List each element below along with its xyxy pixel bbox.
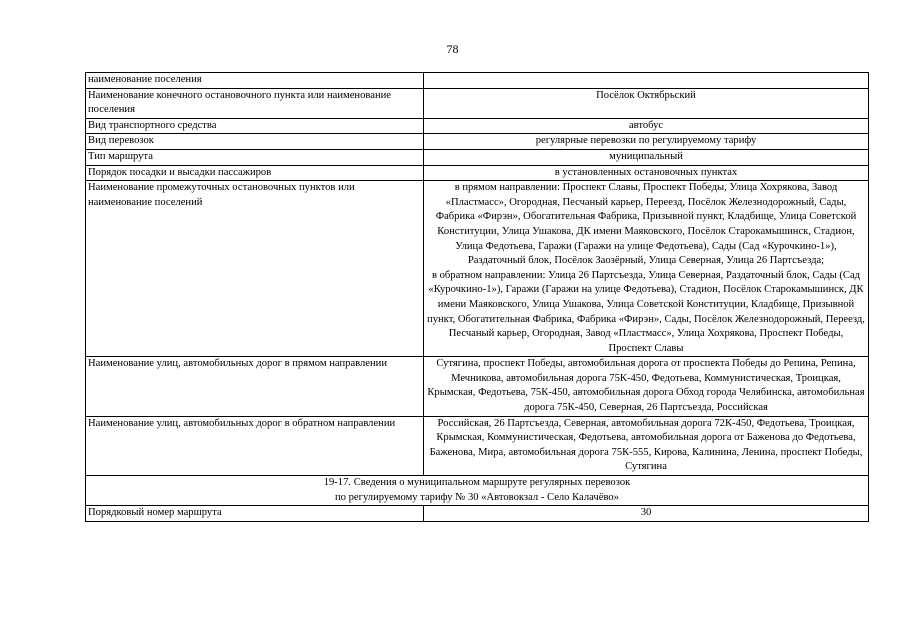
table-row — [86, 165, 869, 181]
row-label: Наименование конечного остановочного пункта или наименование поселения — [86, 88, 424, 118]
table-row — [86, 149, 869, 165]
row-value: Сутягина, проспект Победы, автомобильная дорога от проспекта Победы до Репина, Репина, Мечникова, автомобильная дорога 75К-450, Федотьева, Коммунистическая, Троицкая, Крымская, Федотьева, 75К-450, автомобильная дорога Обход города Челябинска, автомобильная дорога 75К-450, Северная, 26 Партсъезда, Российская — [424, 357, 869, 416]
section-title-line1: 19-17. Сведения о муниципальном маршруте регулярных перевозок — [323, 477, 631, 489]
row-label: Наименование промежуточных остановочных пунктов или наименование поселений — [86, 181, 424, 357]
row-value: Посёлок Октябрьский — [424, 88, 869, 118]
row-value — [424, 73, 869, 89]
table-row — [86, 506, 869, 522]
table-row — [86, 181, 869, 357]
route-info-table — [85, 72, 869, 522]
row-value: автобус — [424, 118, 869, 134]
section-title-line2: по регулируемому тарифу № 30 «Автовокзал - Село Калачёво» — [335, 491, 619, 503]
table-row — [86, 357, 869, 416]
page-number: 78 — [446, 42, 459, 56]
table-row — [86, 73, 869, 89]
section-header-row — [86, 476, 869, 506]
intermediate-stops-cell — [424, 181, 869, 357]
forward-stops: в прямом направлении: Проспект Славы, Проспект Победы, Улица Хохрякова, Завод «Пластмасс», Огородная, Песчаный карьер, Переезд, Посёлок Железнодорожный, Сады, Фабрика «Фирэн», Обогатительная Фабрика, Призывной пункт, Кладбище, Улица Советской Конституции, Улица Ушакова, ДК имени Маяковского, Посёлок Старокамышинск, Стадион, Улица Федотьева, Гаражи (Гаражи на улице Федотьева), Сады (Сад «Курочкино-1»), Раздаточный блок, Посёлок Заозёрный, Улица Северная, Улица 26 Партсъезда; — [435, 182, 857, 267]
row-label: Порядок посадки и высадки пассажиров — [86, 165, 424, 181]
row-label: наименование поселения — [86, 73, 424, 89]
row-label: Вид транспортного средства — [86, 118, 424, 134]
row-value: муниципальный — [424, 149, 869, 165]
table-row — [86, 416, 869, 475]
section-header — [86, 476, 869, 506]
table-row — [86, 134, 869, 150]
row-label: Наименование улиц, автомобильных дорог в прямом направлении — [86, 357, 424, 416]
row-label: Порядковый номер маршрута — [86, 506, 424, 522]
row-value: регулярные перевозки по регулируемому тарифу — [424, 134, 869, 150]
row-value: 30 — [424, 506, 869, 522]
row-label: Вид перевозок — [86, 134, 424, 150]
row-value: в установленных остановочных пунктах — [424, 165, 869, 181]
row-label: Наименование улиц, автомобильных дорог в обратном направлении — [86, 416, 424, 475]
table-row — [86, 118, 869, 134]
table-row — [86, 88, 869, 118]
row-value: Российская, 26 Партсъезда, Северная, автомобильная дорога 72К-450, Федотьева, Троицкая, Крымская, Коммунистическая, Федотьева, автомобильная дорога от Баженова до Федотьева, Баженова, Мира, автомобильная дорога 75К-555, Кирова, Калинина, Ленина, проспект Победы, Сутягина — [424, 416, 869, 475]
row-label: Тип маршрута — [86, 149, 424, 165]
backward-stops: в обратном направлении: Улица 26 Партсъезда, Улица Северная, Раздаточный блок, Сады (Сад «Курочкино-1»), Гаражи (Гаражи на улице Федотьева), Стадион, Посёлок Старокамышинск, ДК имени Маяковского, Улица Ушакова, Улица Советской Конституции, Кладбище, Призывной пункт, Обогатительная Фабрика, Фабрика «Фирэн», Сады, Посёлок Железнодорожный, Переезд, Песчаный карьер, Огородная, Завод «Пластмасс», Улица Хохрякова, Проспект Победы, Проспект Славы — [427, 269, 865, 354]
